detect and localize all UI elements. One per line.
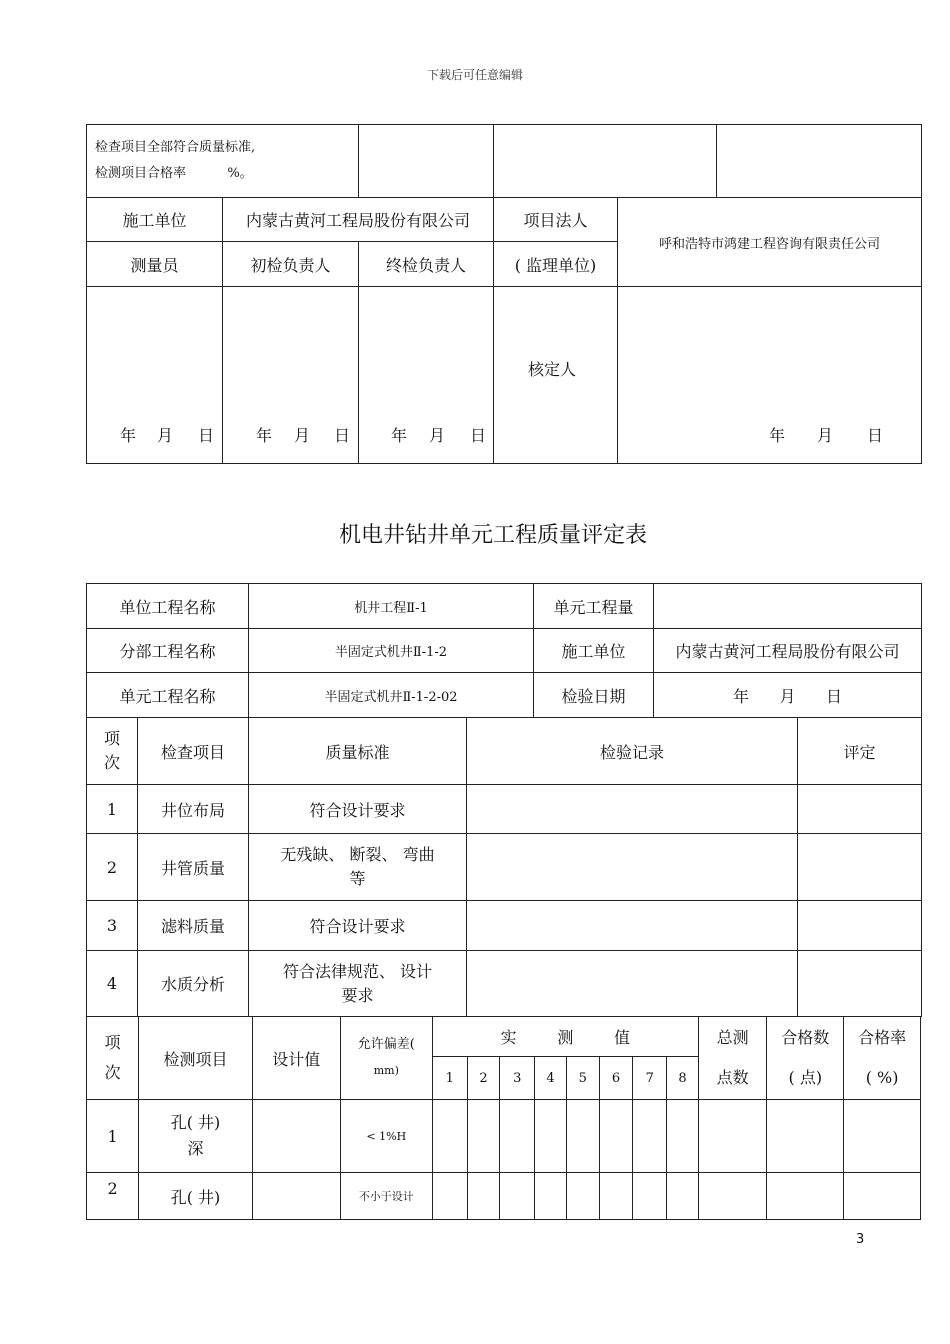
table-row bbox=[87, 951, 922, 1017]
date-day: 日 bbox=[470, 426, 487, 445]
measure-row-rate bbox=[844, 1173, 921, 1220]
unit-project-label: 单位工程名称 bbox=[87, 584, 249, 629]
table-row bbox=[87, 1100, 921, 1173]
measure-row-pass bbox=[767, 1100, 844, 1173]
summary-blank-3 bbox=[717, 125, 922, 198]
supervision-label: ( 监理单位) bbox=[494, 242, 618, 287]
contractor-label: 施工单位 bbox=[534, 629, 654, 673]
standard-line2: 等 bbox=[349, 869, 366, 888]
standard-line1: 无残缺、 断裂、 弯曲 bbox=[280, 845, 435, 864]
pass-count-l2: ( 点) bbox=[788, 1068, 823, 1087]
construction-unit-value: 内蒙古黄河工程局股份有限公司 bbox=[223, 198, 494, 242]
final-check-label: 终检负责人 bbox=[359, 242, 494, 287]
standard-line1: 符合设计要求 bbox=[309, 917, 406, 936]
summary-blank-2 bbox=[494, 125, 717, 198]
measure-col-4: 4 bbox=[535, 1057, 567, 1100]
summary-note-line2: 检测项目合格率 %。 bbox=[95, 166, 253, 181]
pass-count-header bbox=[767, 1017, 844, 1100]
measure-row-item bbox=[139, 1100, 253, 1173]
check-no-header-l1: 项 bbox=[103, 729, 120, 748]
check-row-record bbox=[467, 901, 798, 951]
measure-row-item: 孔( 井) bbox=[139, 1173, 253, 1220]
measure-col-6: 6 bbox=[599, 1057, 633, 1100]
pass-rate-l1: 合格率 bbox=[858, 1028, 907, 1047]
summary-note bbox=[87, 125, 359, 198]
date-year: 年 bbox=[769, 426, 786, 445]
summary-blank-1 bbox=[359, 125, 494, 198]
date-day: 日 bbox=[198, 426, 215, 445]
element-name-value: 半固定式机井Ⅱ-1-2-02 bbox=[249, 673, 534, 718]
tolerance-header-l2: mm) bbox=[373, 1064, 399, 1077]
check-row-standard bbox=[249, 951, 467, 1017]
approver-label-text: 核定人 bbox=[528, 360, 577, 379]
table-row bbox=[87, 785, 922, 834]
measure-col-5: 5 bbox=[566, 1057, 599, 1100]
inspect-date-value: 年 月 日 bbox=[654, 673, 922, 718]
design-value-header: 设计值 bbox=[252, 1017, 340, 1100]
measure-row-tolerance: < 1%H bbox=[340, 1100, 432, 1173]
check-row-rating bbox=[798, 834, 922, 901]
contractor-value: 内蒙古黄河工程局股份有限公司 bbox=[654, 629, 922, 673]
element-quantity-label: 单元工程量 bbox=[534, 584, 654, 629]
check-row-no: 1 bbox=[87, 785, 138, 834]
surveyor-label: 测量员 bbox=[87, 242, 223, 287]
tolerance-header-l1: 允许偏差( bbox=[357, 1037, 415, 1052]
measure-item-l1: 孔( 井) bbox=[170, 1113, 221, 1132]
measure-no-header bbox=[87, 1017, 139, 1100]
check-row-no: 3 bbox=[87, 901, 138, 951]
measure-no-header-l1: 项 bbox=[104, 1033, 121, 1052]
check-row-rating bbox=[798, 901, 922, 951]
measure-row-no: 2 bbox=[87, 1173, 139, 1220]
unit-project-value: 机井工程Ⅱ-1 bbox=[249, 584, 534, 629]
measure-row-rate bbox=[844, 1100, 921, 1173]
check-row-rating bbox=[798, 951, 922, 1017]
pass-rate-l2: ( %) bbox=[865, 1068, 899, 1087]
date-year: 年 bbox=[256, 426, 273, 445]
signoff-table bbox=[86, 124, 922, 464]
supervision-sign-cell bbox=[618, 287, 922, 464]
measure-row-pass bbox=[767, 1173, 844, 1220]
check-row-no: 2 bbox=[87, 834, 138, 901]
construction-unit-label: 施工单位 bbox=[87, 198, 223, 242]
element-quantity-value bbox=[654, 584, 922, 629]
check-row-standard bbox=[249, 785, 467, 834]
surveyor-sign-cell bbox=[87, 287, 223, 464]
division-value: 半固定式机井Ⅱ-1-2 bbox=[249, 629, 534, 673]
total-points-l1: 总测 bbox=[716, 1028, 749, 1047]
table-row bbox=[87, 901, 922, 951]
measure-col-3: 3 bbox=[500, 1057, 535, 1100]
measure-row-no: 1 bbox=[87, 1100, 139, 1173]
summary-note-line1: 检查项目全部符合质量标准, bbox=[95, 140, 256, 155]
form-title: 机电井钻井单元工程质量评定表 bbox=[338, 523, 647, 548]
pass-rate-header bbox=[844, 1017, 921, 1100]
measure-item-header: 检测项目 bbox=[139, 1017, 253, 1100]
check-items-table bbox=[86, 717, 922, 1017]
page-header: 下载后可任意编辑 bbox=[426, 68, 523, 82]
check-item-header: 检查项目 bbox=[138, 718, 249, 785]
standard-line2: 要求 bbox=[341, 985, 374, 1005]
check-row-item: 井管质量 bbox=[138, 834, 249, 901]
measure-col-8: 8 bbox=[667, 1057, 699, 1100]
date-month: 月 bbox=[157, 426, 174, 445]
division-label: 分部工程名称 bbox=[87, 629, 249, 673]
check-no-header bbox=[87, 718, 138, 785]
measure-row-total bbox=[698, 1100, 767, 1173]
check-row-item: 井位布局 bbox=[138, 785, 249, 834]
check-row-standard bbox=[249, 834, 467, 901]
pass-count-l1: 合格数 bbox=[781, 1028, 830, 1047]
measure-item-l2: 深 bbox=[187, 1139, 204, 1158]
total-points-header bbox=[698, 1017, 767, 1100]
page-number: 3 bbox=[856, 1232, 865, 1247]
inspect-date-label: 检验日期 bbox=[534, 673, 654, 718]
check-row-no: 4 bbox=[87, 951, 138, 1017]
measure-row-tolerance: 不小于设计 bbox=[340, 1173, 432, 1220]
check-row-item: 水质分析 bbox=[138, 951, 249, 1017]
check-row-item: 滤料质量 bbox=[138, 901, 249, 951]
measured-values-header: 实 测 值 bbox=[432, 1017, 698, 1057]
check-row-standard bbox=[249, 901, 467, 951]
approver-label bbox=[494, 287, 618, 464]
date-month: 月 bbox=[294, 426, 311, 445]
initial-check-label: 初检负责人 bbox=[223, 242, 359, 287]
measure-col-7: 7 bbox=[633, 1057, 667, 1100]
measure-no-header-l2: 次 bbox=[104, 1063, 121, 1082]
tolerance-header bbox=[340, 1017, 432, 1100]
check-row-record bbox=[467, 951, 798, 1017]
info-table bbox=[86, 583, 922, 718]
check-standard-header: 质量标准 bbox=[249, 718, 467, 785]
check-rating-header: 评定 bbox=[798, 718, 922, 785]
check-row-rating bbox=[798, 785, 922, 834]
check-record-header: 检验记录 bbox=[467, 718, 798, 785]
check-row-record bbox=[467, 834, 798, 901]
check-no-header-l2: 次 bbox=[103, 753, 120, 772]
date-month: 月 bbox=[817, 426, 834, 445]
date-month: 月 bbox=[429, 426, 446, 445]
measure-col-1: 1 bbox=[432, 1057, 467, 1100]
table-row bbox=[87, 1173, 921, 1220]
initial-check-sign-cell bbox=[223, 287, 359, 464]
standard-line1: 符合法律规范、 设计 bbox=[282, 961, 433, 981]
standard-line1: 符合设计要求 bbox=[309, 800, 406, 820]
measure-row-total bbox=[698, 1173, 767, 1220]
supervision-value: 呼和浩特市鸿建工程咨询有限责任公司 bbox=[618, 198, 922, 287]
legal-person-label: 项目法人 bbox=[494, 198, 618, 242]
measure-row-design bbox=[252, 1173, 340, 1220]
measure-row-design bbox=[252, 1100, 340, 1173]
element-name-label: 单元工程名称 bbox=[87, 673, 249, 718]
measure-table bbox=[86, 1016, 921, 1220]
final-check-sign-cell bbox=[359, 287, 494, 464]
check-row-record bbox=[467, 785, 798, 834]
measure-col-2: 2 bbox=[467, 1057, 500, 1100]
total-points-l2: 点数 bbox=[716, 1068, 749, 1087]
date-year: 年 bbox=[391, 426, 408, 445]
date-day: 日 bbox=[334, 426, 351, 445]
date-day: 日 bbox=[867, 426, 884, 445]
table-row bbox=[87, 834, 922, 901]
date-year: 年 bbox=[120, 426, 137, 445]
